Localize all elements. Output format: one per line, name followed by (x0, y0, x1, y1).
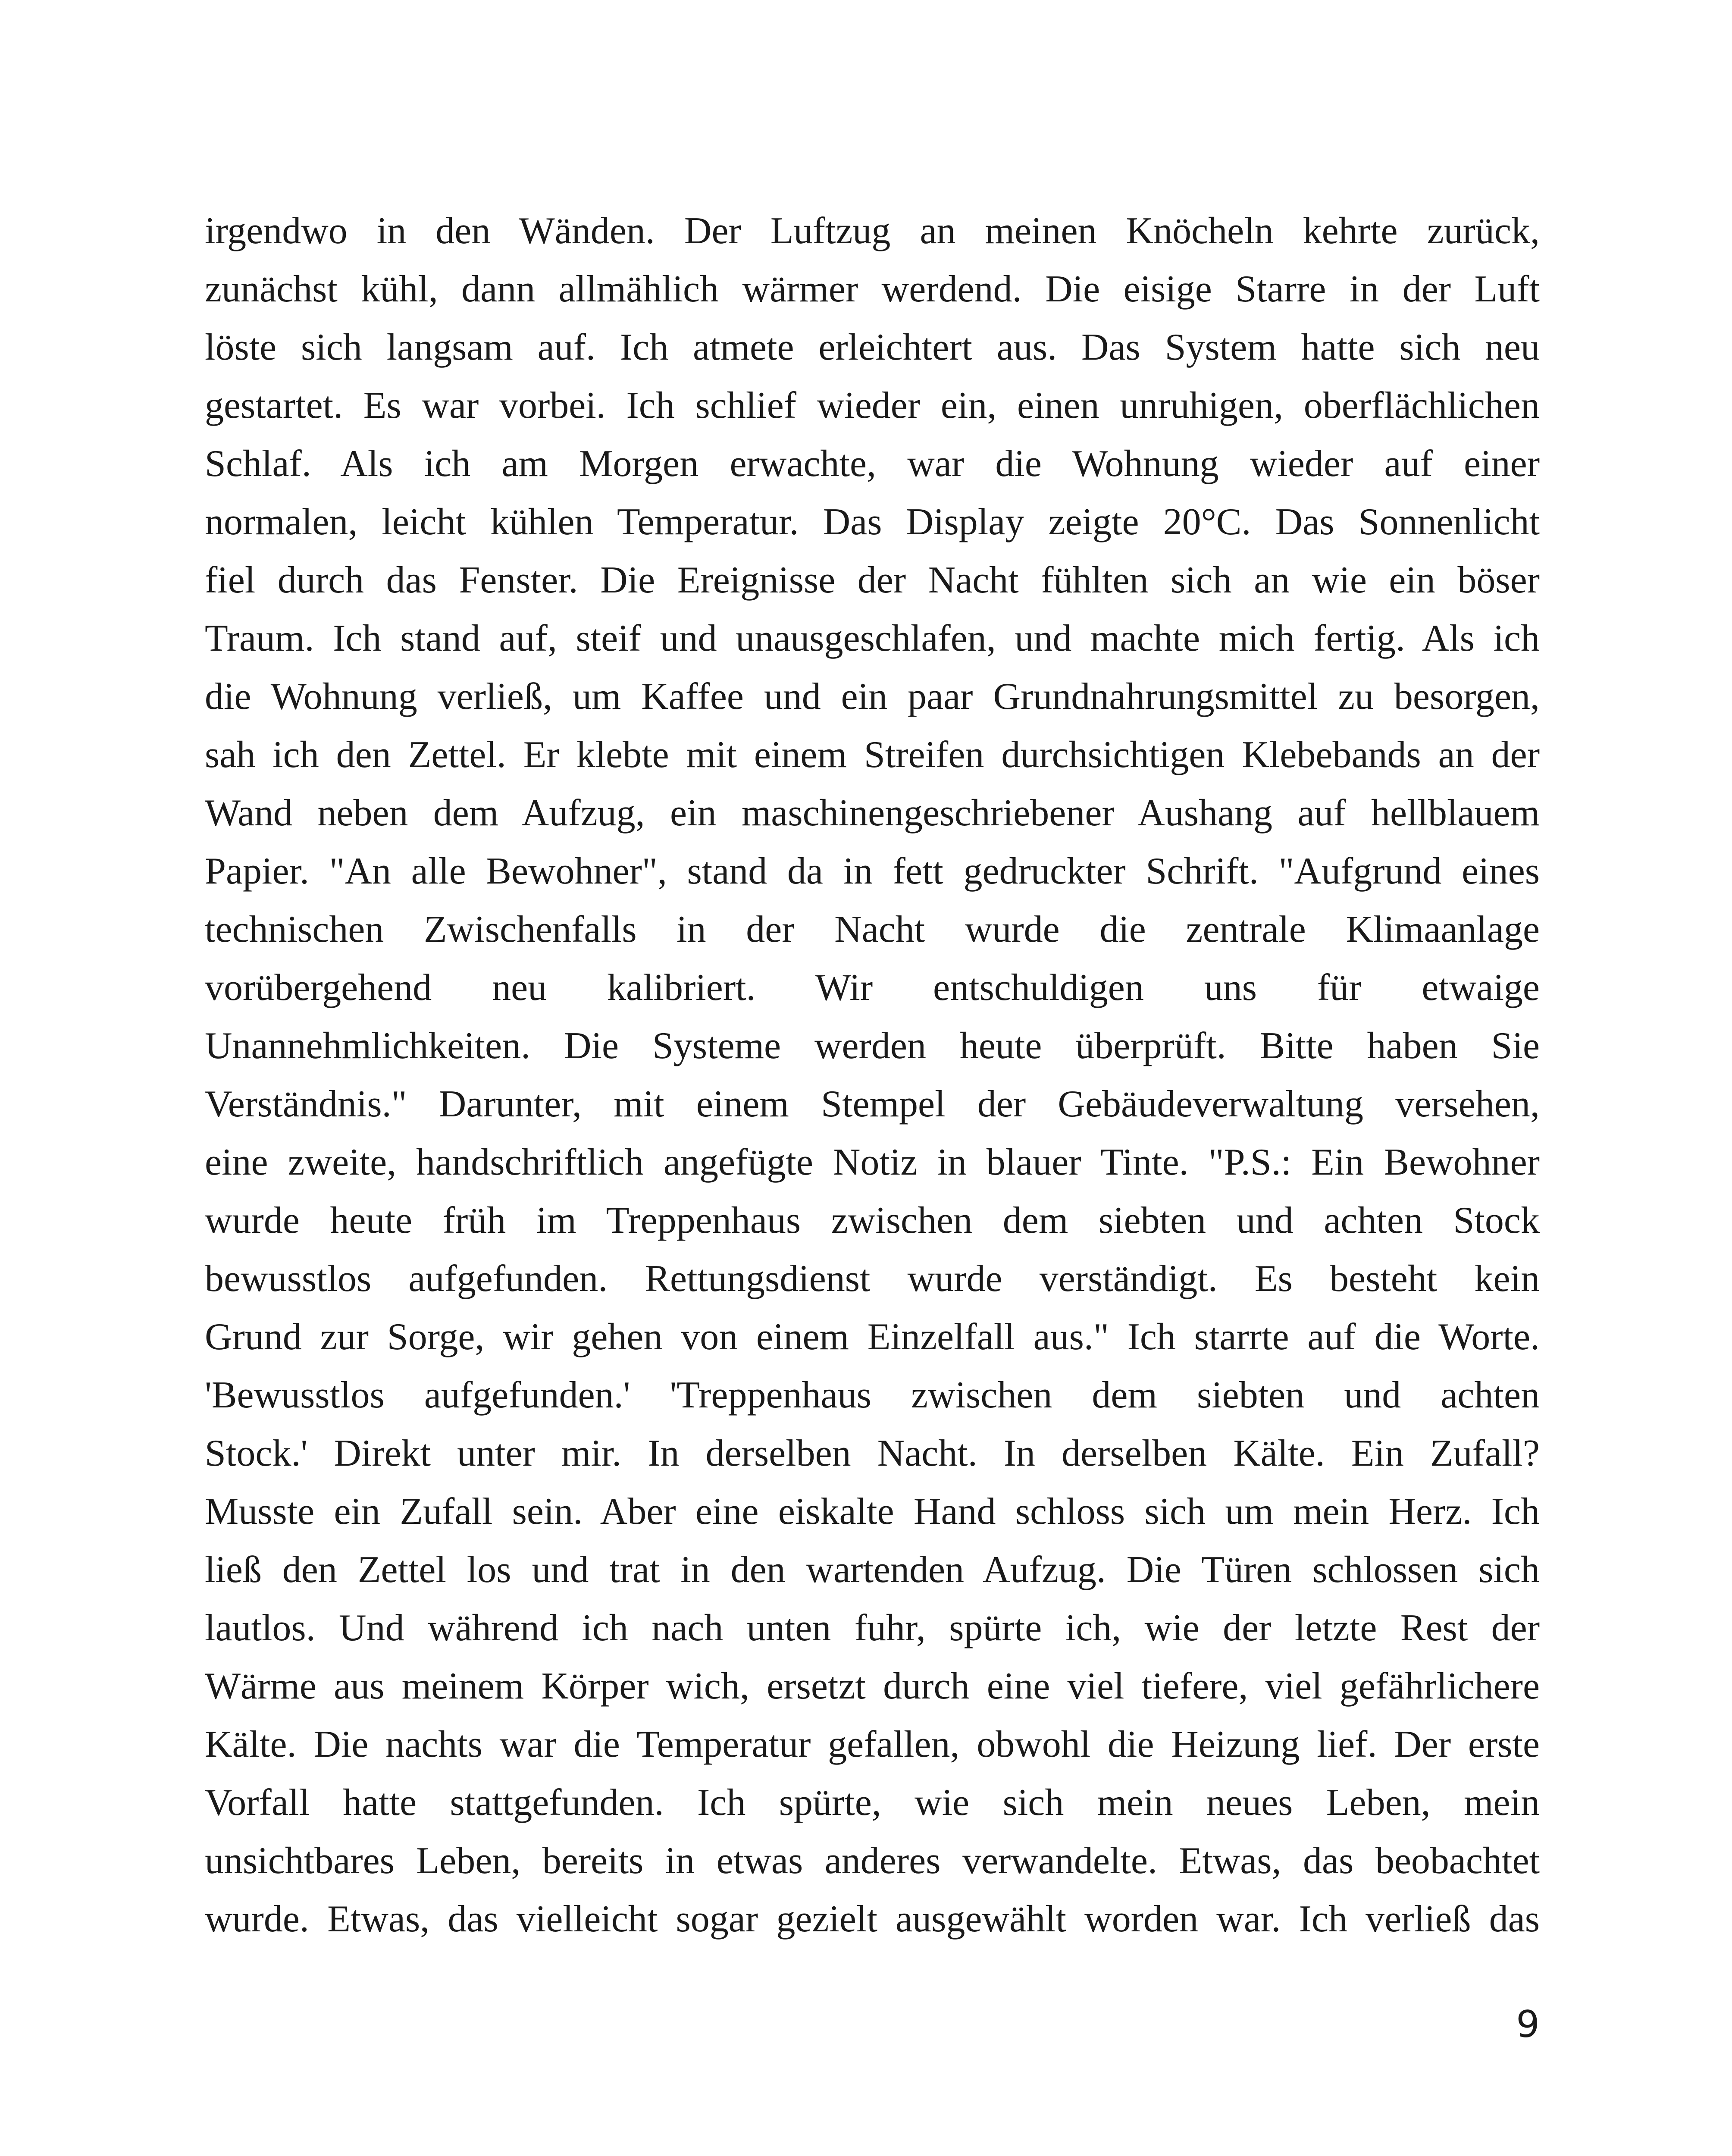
text-line: Schlaf. Als ich am Morgen erwachte, war die Wohnung wieder auf einer (205, 443, 1540, 485)
text-line: wurde. Etwas, das vielleicht sogar gezielt ausgewählt worden war. Ich verließ das (205, 1898, 1540, 1940)
text-line: gestartet. Es war vorbei. Ich schlief wieder ein, einen unruhigen, oberflächlichen (205, 385, 1540, 426)
text-line: die Wohnung verließ, um Kaffee und ein paar Grundnahrungsmittel zu besorgen, (205, 676, 1540, 718)
text-line: ließ den Zettel los und trat in den wartenden Aufzug. Die Türen schlossen sich (205, 1549, 1540, 1591)
text-line: Wärme aus meinem Körper wich, ersetzt durch eine viel tiefere, viel gefährlichere (205, 1665, 1540, 1707)
text-line: Papier. "An alle Bewohner", stand da in fett gedruckter Schrift. "Aufgrund eines (205, 850, 1540, 892)
text-line: zunächst kühl, dann allmählich wärmer werdend. Die eisige Starre in der Luft (205, 268, 1540, 310)
body-text (205, 202, 1540, 1948)
text-line: Verständnis." Darunter, mit einem Stempel der Gebäudeverwaltung versehen, (205, 1083, 1540, 1125)
text-line: lautlos. Und während ich nach unten fuhr, spürte ich, wie der letzte Rest der (205, 1607, 1540, 1649)
text-line: bewusstlos aufgefunden. Rettungsdienst wurde verständigt. Es besteht kein (205, 1258, 1540, 1300)
text-line: 'Bewusstlos aufgefunden.' 'Treppenhaus zwischen dem siebten und achten (205, 1374, 1540, 1416)
text-line: eine zweite, handschriftlich angefügte Notiz in blauer Tinte. "P.S.: Ein Bewohner (205, 1141, 1540, 1183)
text-line: wurde heute früh im Treppenhaus zwischen dem siebten und achten Stock (205, 1200, 1540, 1241)
text-line: technischen Zwischenfalls in der Nacht wurde die zentrale Klimaanlage (205, 909, 1540, 950)
text-line: sah ich den Zettel. Er klebte mit einem Streifen durchsichtigen Klebebands an der (205, 734, 1540, 776)
text-line: irgendwo in den Wänden. Der Luftzug an meinen Knöcheln kehrte zurück, (205, 210, 1540, 252)
text-line: Unannehmlichkeiten. Die Systeme werden heute überprüft. Bitte haben Sie (205, 1025, 1540, 1067)
text-line: vorübergehend neu kalibriert. Wir entschuldigen uns für etwaige (205, 967, 1540, 1009)
text-line: Traum. Ich stand auf, steif und unausgeschlafen, und machte mich fertig. Als ich (205, 617, 1540, 659)
text-line: löste sich langsam auf. Ich atmete erleichtert aus. Das System hatte sich neu (205, 326, 1540, 368)
text-line: Grund zur Sorge, wir gehen von einem Einzelfall aus." Ich starrte auf die Worte. (205, 1316, 1540, 1358)
text-line: Vorfall hatte stattgefunden. Ich spürte, wie sich mein neues Leben, mein (205, 1782, 1540, 1824)
page-number: 9 (1516, 2003, 1540, 2046)
text-line: Musste ein Zufall sein. Aber eine eiskalte Hand schloss sich um mein Herz. Ich (205, 1491, 1540, 1532)
text-line: Kälte. Die nachts war die Temperatur gefallen, obwohl die Heizung lief. Der erste (205, 1724, 1540, 1765)
text-line: fiel durch das Fenster. Die Ereignisse der Nacht fühlten sich an wie ein böser (205, 559, 1540, 601)
text-line: normalen, leicht kühlen Temperatur. Das Display zeigte 20°C. Das Sonnenlicht (205, 501, 1540, 543)
text-line: unsichtbares Leben, bereits in etwas anderes verwandelte. Etwas, das beobachtet (205, 1840, 1540, 1882)
text-line: Wand neben dem Aufzug, ein maschinengeschriebener Aushang auf hellblauem (205, 792, 1540, 834)
text-line: Stock.' Direkt unter mir. In derselben Nacht. In derselben Kälte. Ein Zufall? (205, 1432, 1540, 1474)
